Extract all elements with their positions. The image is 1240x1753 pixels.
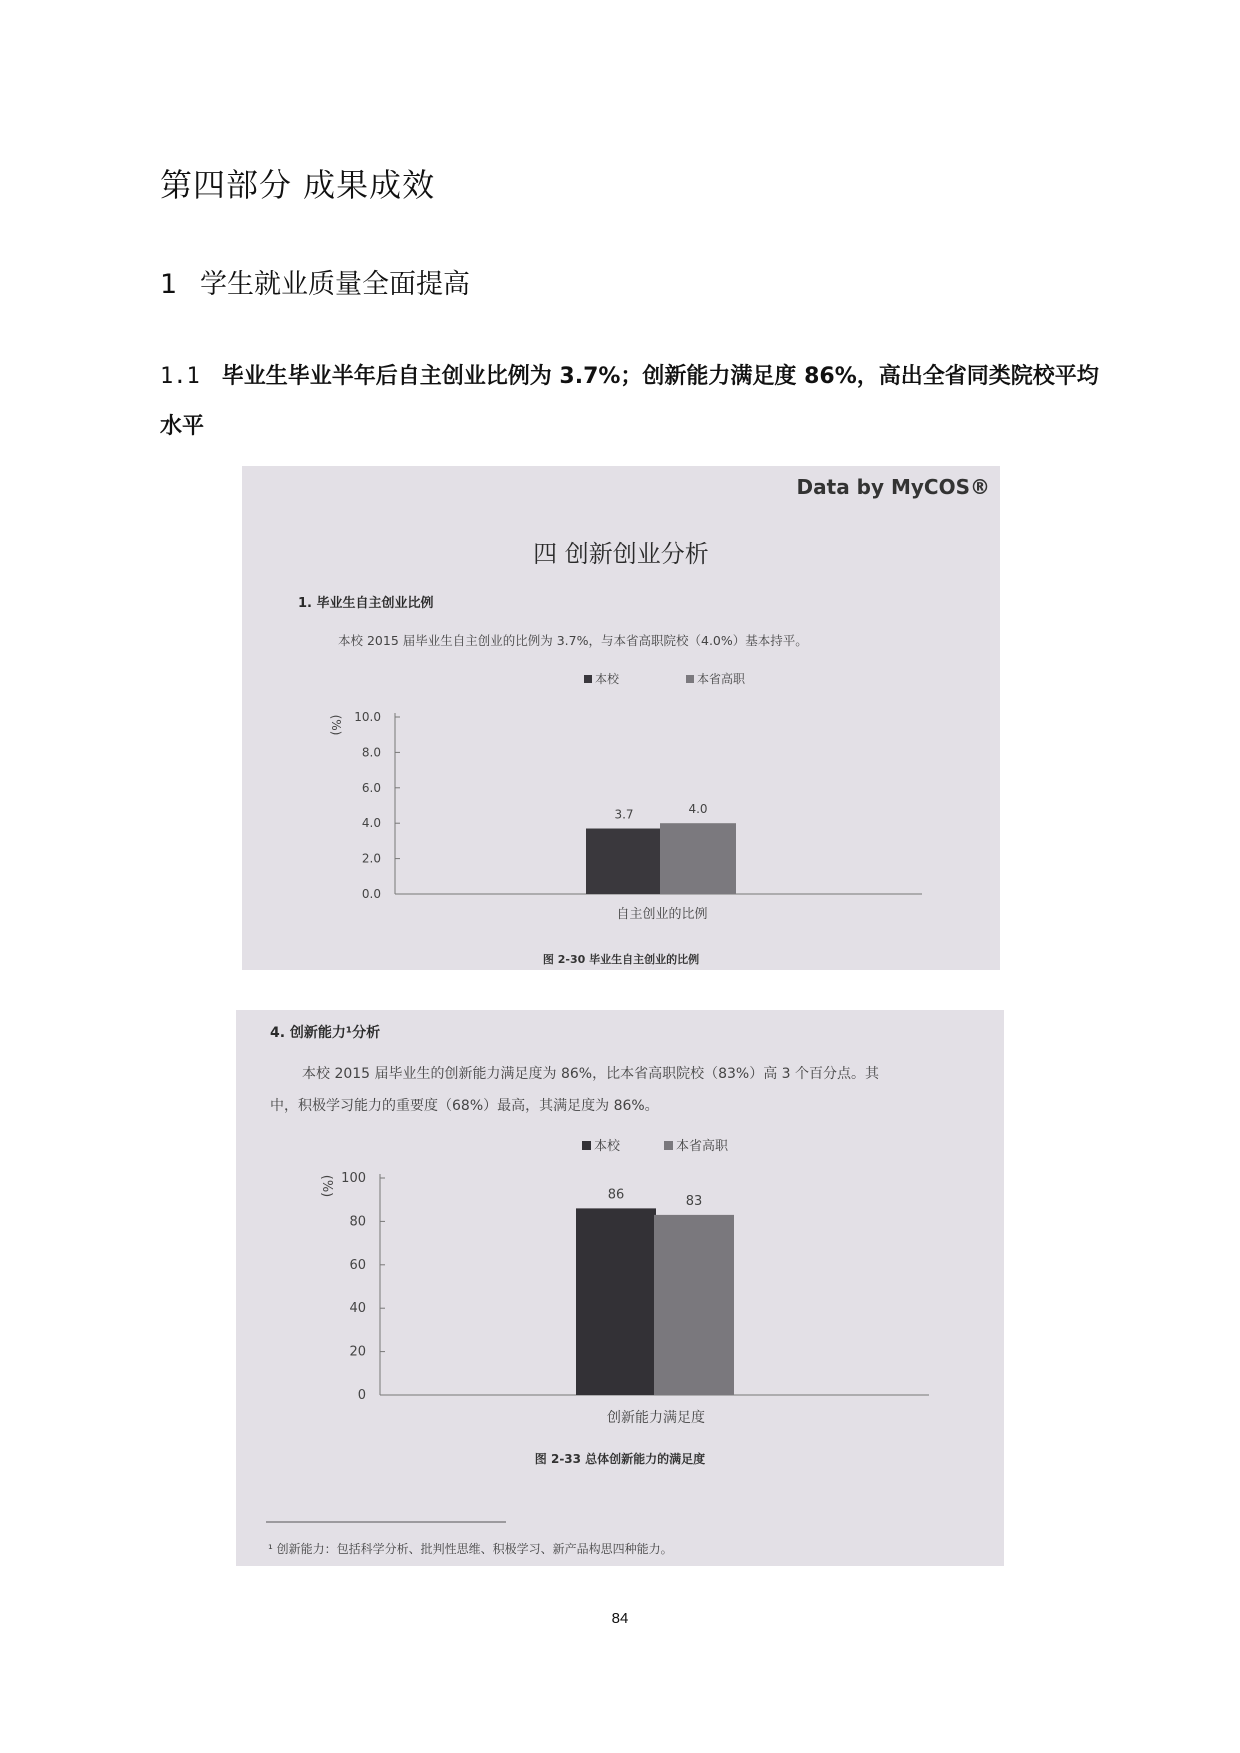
y-tick-label: 2.0 [361, 851, 381, 866]
y-tick-label: 0 [357, 1388, 366, 1403]
y-axis-label: (%) [319, 1174, 334, 1198]
scan-panel-entrepreneurship [242, 466, 1000, 970]
bar-data-label: 83 [685, 1193, 703, 1209]
y-tick-label: 4.0 [361, 816, 381, 831]
bar-data-label: 4.0 [688, 802, 708, 817]
subsection-heading [160, 352, 1100, 452]
y-tick-label: 8.0 [361, 745, 381, 760]
y-tick-label: 6.0 [361, 780, 381, 795]
scan-2-svg [236, 1010, 1004, 1566]
subsection-title: 毕业生毕业半年后自主创业比例为 3.7%；创新能力满足度 86%，高出全省同类院校平均水平 [160, 364, 1099, 439]
section-title: 学生就业质量全面提高 [200, 269, 470, 300]
legend-label: 本校 [594, 1139, 621, 1154]
chapter-title: 四 创新创业分析 [533, 540, 709, 568]
y-tick-label: 0.0 [361, 887, 381, 901]
legend-swatch [686, 675, 694, 683]
legend-label: 本校 [595, 672, 620, 686]
page-number: 84 [611, 1610, 629, 1627]
chart-self-employment [329, 671, 922, 922]
subsection-number: 1.1 [160, 364, 200, 389]
scan-1-svg [242, 466, 1000, 970]
legend-swatch [584, 675, 592, 683]
y-tick-label: 60 [349, 1257, 366, 1273]
bar-school [586, 829, 662, 894]
figure-caption: 图 2-33 总体创新能力的满足度 [534, 1452, 706, 1466]
legend-swatch [664, 1141, 673, 1150]
y-tick-label: 80 [349, 1214, 366, 1230]
y-tick-label: 20 [349, 1344, 366, 1360]
x-category-label: 创新能力满足度 [607, 1410, 705, 1426]
bar-data-label: 3.7 [614, 807, 634, 822]
y-tick-label: 100 [341, 1171, 366, 1186]
item-text: 本校 2015 届毕业生自主创业的比例为 3.7%，与本省高职院校（4.0%）基本持平。 [338, 633, 808, 648]
legend-swatch [582, 1141, 591, 1150]
chart-innovation-satisfaction [319, 1138, 929, 1426]
section-number: 1 [160, 269, 178, 300]
part-heading: 第四部分 成果成效 [160, 166, 436, 204]
y-axis-label: (%) [329, 714, 343, 736]
bar-province [654, 1215, 734, 1395]
footnote: ¹ 创新能力：包括科学分析、批判性思维、积极学习、新产品构思四种能力。 [268, 1542, 673, 1556]
bar-province [660, 823, 736, 894]
item-text-line-2: 中，积极学习能力的重要度（68%）最高，其满足度为 86%。 [270, 1098, 659, 1114]
y-tick-label: 10.0 [354, 710, 381, 724]
x-category-label: 自主创业的比例 [616, 907, 708, 922]
legend-label: 本省高职 [676, 1139, 729, 1154]
legend-label: 本省高职 [697, 672, 746, 686]
item-title: 4. 创新能力¹分析 [270, 1025, 381, 1041]
section-heading [160, 262, 470, 301]
figure-caption: 图 2-30 毕业生自主创业的比例 [542, 953, 700, 966]
bar-school [576, 1208, 656, 1395]
item-title: 1. 毕业生自主创业比例 [298, 596, 434, 611]
scan-panel-innovation [236, 1010, 1004, 1566]
bar-data-label: 86 [607, 1187, 625, 1203]
y-tick-label: 40 [349, 1301, 366, 1317]
mycos-watermark: Data by MyCOS® [796, 475, 990, 499]
item-text-line-1: 本校 2015 届毕业生的创新能力满足度为 86%，比本省高职院校（83%）高 3 个百分点。其 [302, 1066, 880, 1082]
